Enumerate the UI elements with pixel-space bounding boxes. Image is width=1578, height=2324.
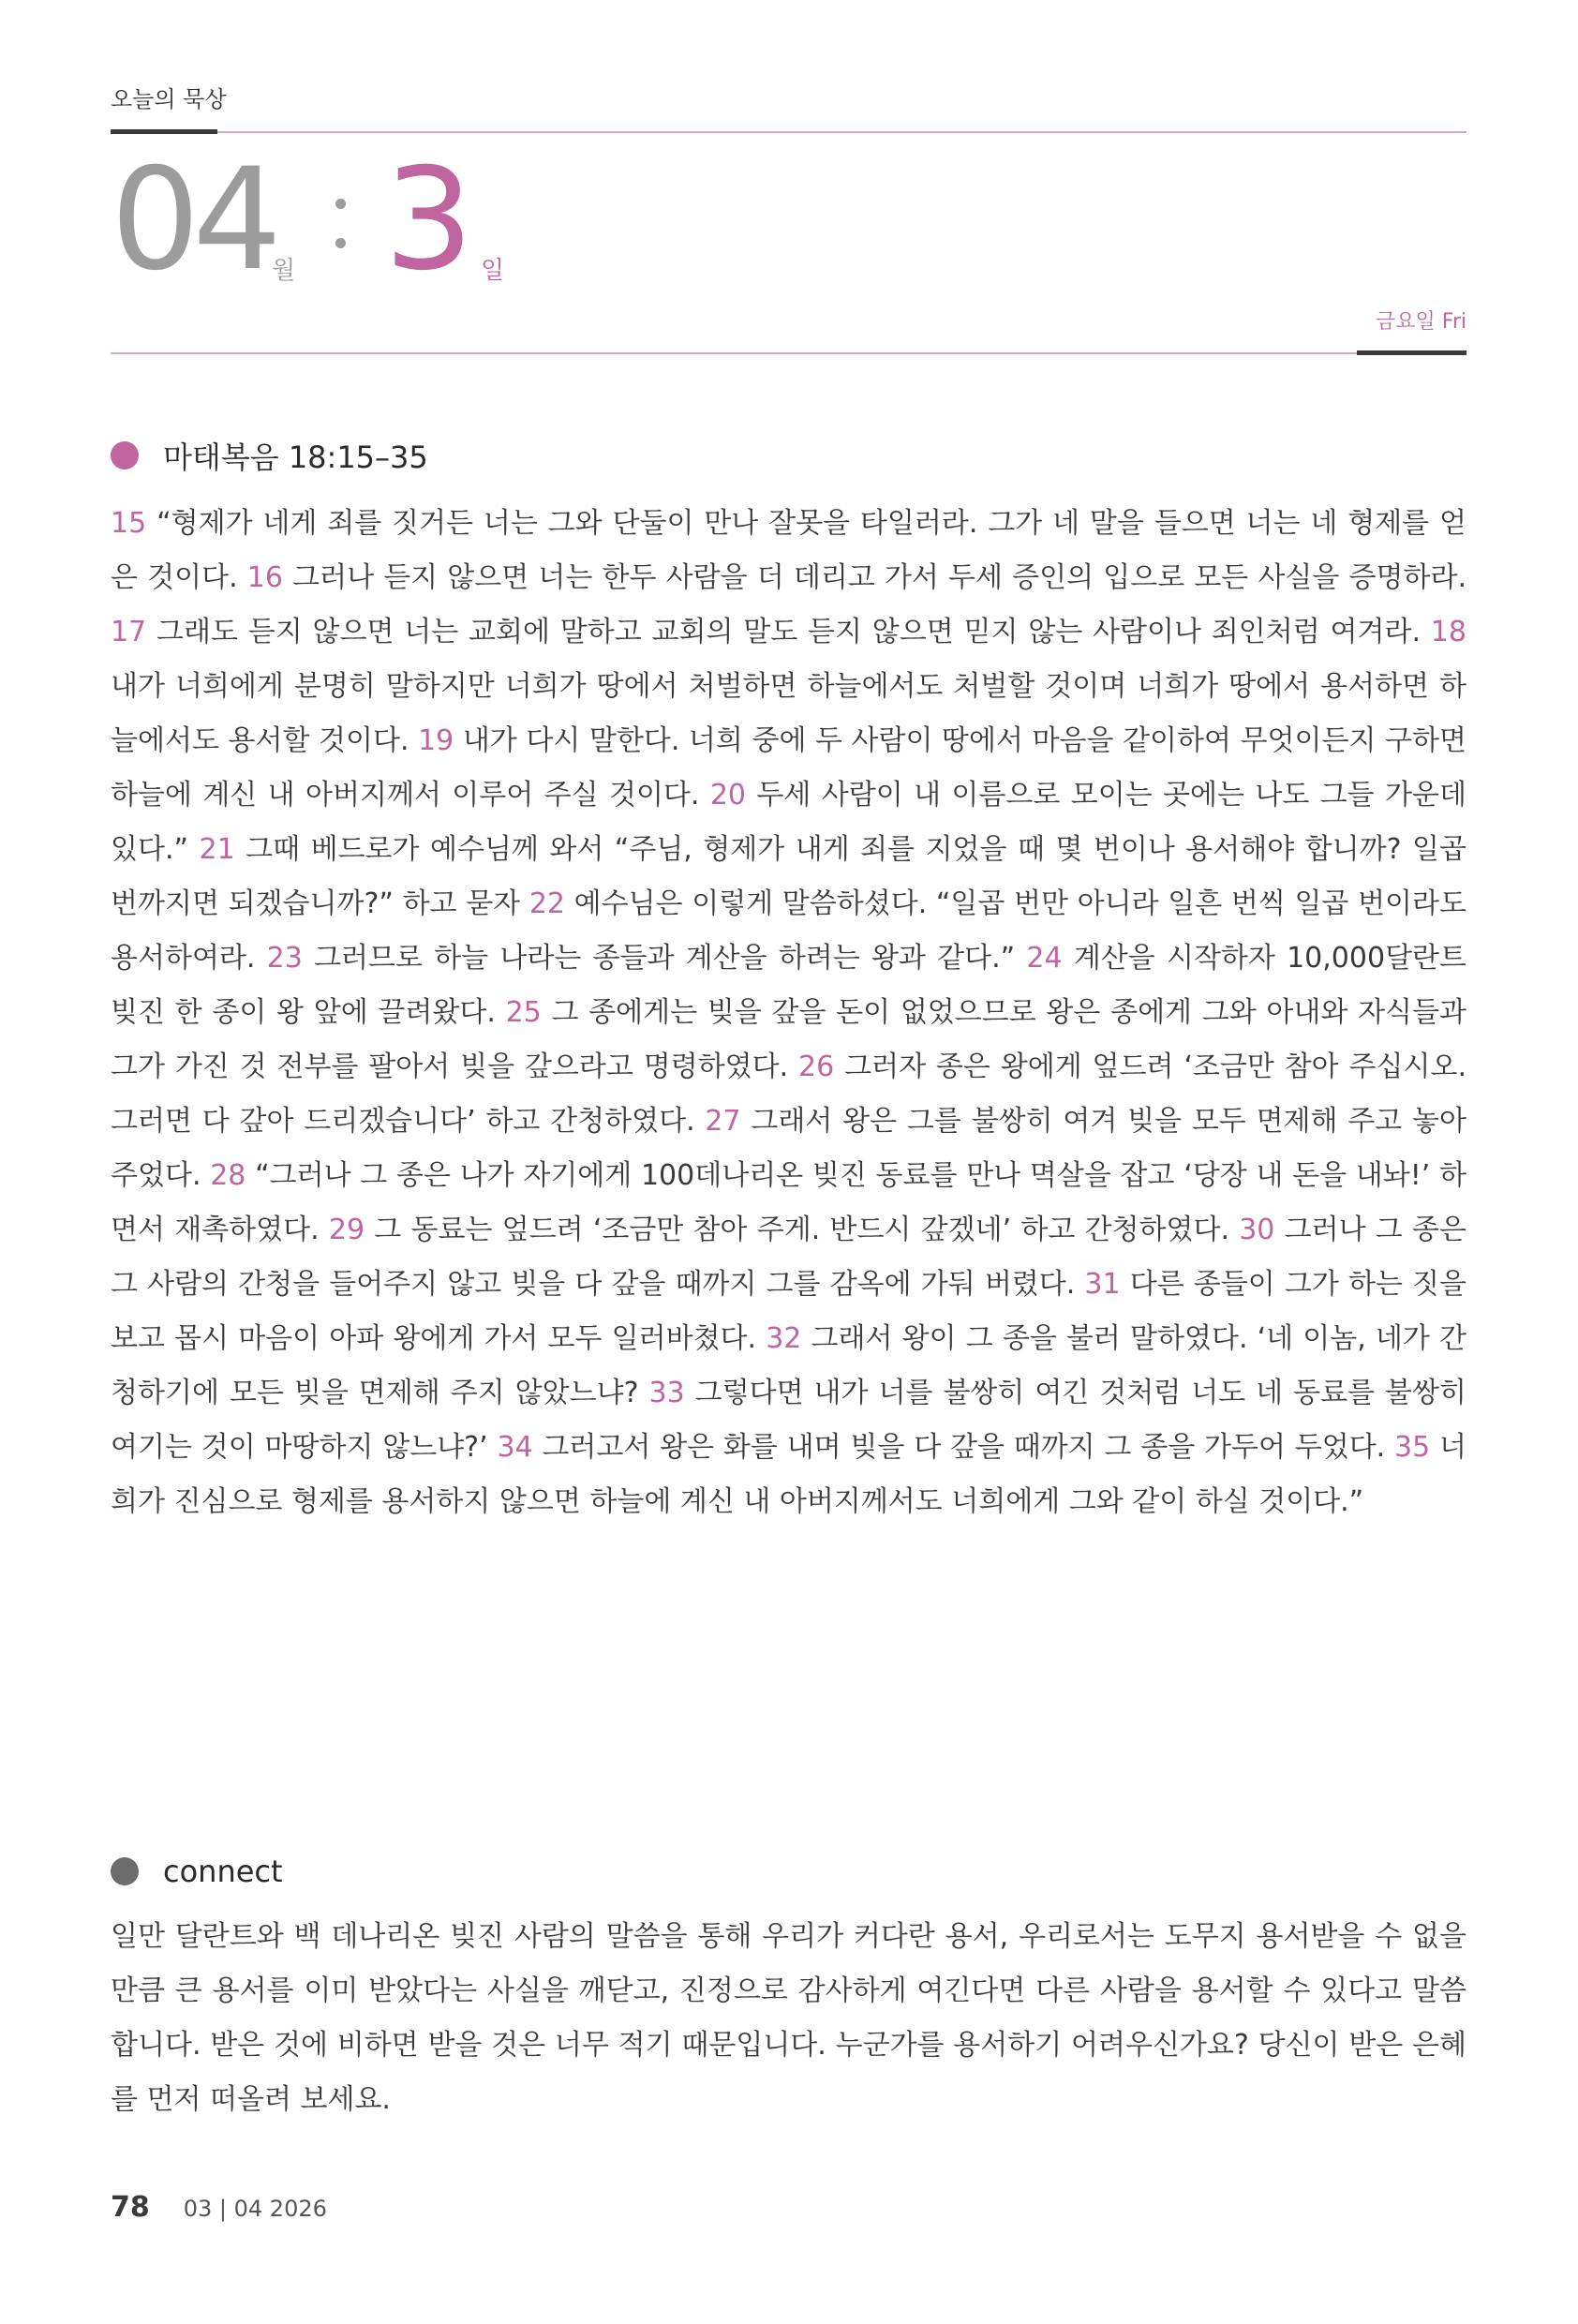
verse-number: 16 [246, 561, 283, 594]
verse-number: 33 [648, 1377, 685, 1409]
connect-title: connect [163, 1854, 283, 1889]
header-divider-accent [1357, 350, 1466, 355]
verse-text: 그러나 그 종은 그 사람의 간청을 들어주지 않고 빚을 다 갚을 때까지 그를 감옥에 가둬 버렸다. [111, 1214, 1466, 1301]
verse-number: 20 [709, 779, 747, 812]
verse-number: 23 [266, 942, 303, 975]
verse-text: 그러고서 왕은 화를 내며 빚을 다 갚을 때까지 그 종을 가두어 두었다. [542, 1431, 1386, 1464]
verse-text: 내가 다시 말한다. 너희 중에 두 사람이 땅에서 마음을 같이하여 무엇이든지 구하면 하늘에 계신 내 아버지께서 이루어 주실 것이다. [111, 724, 1466, 812]
bullet-dot-icon [111, 441, 139, 469]
page-footer [111, 2191, 327, 2224]
verse-text: 그러자 종은 왕에게 엎드려 ‘조금만 참아 주십시오. 그러면 다 갚아 드리겠습니다’ 하고 간청하였다. [111, 1050, 1466, 1138]
scripture-heading [111, 437, 428, 474]
verse-number: 24 [1026, 942, 1063, 975]
verse-number: 30 [1239, 1214, 1275, 1246]
connect-heading [111, 1853, 283, 1890]
verse-text: 그래서 왕이 그 종을 불러 말하였다. ‘네 이놈, 네가 간청하기에 모든 빚을 면제해 주지 않았느냐? [111, 1322, 1466, 1409]
verse-number: 31 [1084, 1268, 1121, 1301]
verse-text: 그렇다면 내가 너를 불쌍히 여긴 것처럼 너도 네 동료를 불쌍히 여기는 것이 마땅하지 않느냐?’ [111, 1377, 1466, 1464]
verse-text: 그 종에게는 빚을 갚을 돈이 없었으므로 왕은 종에게 그와 아내와 자식들과 그가 가진 것 전부를 팔아서 빚을 갚으라고 명령하였다. [111, 996, 1466, 1083]
day-number: 3 [384, 139, 474, 302]
verse-number: 34 [497, 1431, 533, 1464]
verse-text: 계산을 시작하자 10,000달란트 빚진 한 종이 왕 앞에 끌려왔다. [111, 942, 1467, 1029]
date-display [111, 139, 860, 302]
verse-number: 18 [1430, 616, 1466, 648]
verse-number: 35 [1394, 1431, 1431, 1464]
verse-text: “그러나 그 종은 나가 자기에게 100데나리온 빚진 동료를 만나 멱살을 잡고 ‘당장 내 돈을 내놔!’ 하면서 재촉하였다. [111, 1159, 1466, 1246]
bullet-dot-icon [111, 1857, 139, 1885]
verse-number: 19 [418, 724, 454, 757]
month-unit: 월 [272, 257, 296, 285]
verse-text: 그래서 왕은 그를 불쌍히 여겨 빚을 모두 면제해 주고 놓아 주었다. [111, 1105, 1467, 1192]
issue-date: 03 | 04 2026 [183, 2196, 327, 2222]
verse-text: 다른 종들이 그가 하는 짓을 보고 몹시 마음이 아파 왕에게 가서 모두 일러바쳤다. [111, 1268, 1466, 1355]
verse-number: 15 [111, 507, 147, 540]
verse-text: 그 동료는 엎드려 ‘조금만 참아 주게. 반드시 갚겠네’ 하고 간청하였다. [374, 1214, 1229, 1246]
colon-separator [335, 191, 347, 253]
verse-text: 그러나 듣지 않으면 너는 한두 사람을 더 데리고 가서 두세 증인의 입으로 모든 사실을 증명하라. [292, 561, 1466, 594]
verse-number: 32 [766, 1322, 802, 1355]
verse-text: 내가 너희에게 분명히 말하지만 너희가 땅에서 처벌하면 하늘에서도 처벌할 것이며 너희가 땅에서 용서하면 하늘에서도 용서할 것이다. [111, 670, 1466, 757]
verse-text: 예수님은 이렇게 말씀하셨다. “일곱 번만 아니라 일흔 번씩 일곱 번이라도 용서하여라. [111, 887, 1466, 975]
verse-number: 22 [528, 887, 565, 920]
day-unit: 일 [481, 257, 505, 285]
top-divider [111, 131, 1466, 133]
verse-text: 두세 사람이 내 이름으로 모이는 곳에는 나도 그들 가운데 있다.” [111, 779, 1466, 866]
weekday-label: 금요일 Fri [1376, 310, 1466, 334]
verse-number: 27 [705, 1105, 741, 1138]
verse-number: 26 [798, 1050, 835, 1083]
verse-number: 25 [505, 996, 542, 1029]
verse-number: 21 [199, 833, 235, 866]
scripture-reference: 마태복음 18:15–35 [163, 439, 428, 475]
verse-text: 너희가 진심으로 형제를 용서하지 않으면 하늘에 계신 내 아버지께서도 너희에게 그와 같이 하실 것이다.” [111, 1431, 1467, 1518]
section-label: 오늘의 묵상 [111, 86, 227, 112]
verse-text: 그러므로 하늘 나라는 종들과 계산을 하려는 왕과 같다.” [314, 942, 1016, 975]
connect-body: 일만 달란트와 백 데나리온 빚진 사람의 말씀을 통해 우리가 커다란 용서, 우리로서는 도무지 용서받을 수 없을 만큼 큰 용서를 이미 받았다는 사실을 깨닫고, 진정으로 감사하게 여긴다면 다른 사람을 용서할 수 있다고 말씀합니다. 받은 것에 비하면 받을 것은 너무 적기 때문입니다. 누군가를 용서하기 어려우신가요? 당신이 받은 은혜를 먼저 떠올려 보세요. [111, 1920, 1466, 2116]
header-divider [111, 352, 1466, 354]
verse-text: 그때 베드로가 예수님께 와서 “주님, 형제가 내게 죄를 지었을 때 몇 번이나 용서해야 합니까? 일곱 번까지면 되겠습니까?” 하고 묻자 [111, 833, 1466, 920]
verse-number: 28 [210, 1159, 246, 1192]
scripture-passage [111, 497, 1466, 1529]
verse-text: 그래도 듣지 않으면 너는 교회에 말하고 교회의 말도 듣지 않으면 믿지 않는 사람이나 죄인처럼 여겨라. [156, 616, 1421, 648]
verse-number: 29 [328, 1214, 365, 1246]
month-number: 04 [111, 139, 275, 302]
top-divider-accent [111, 129, 217, 134]
page-number: 78 [111, 2191, 150, 2224]
verse-number: 17 [111, 616, 147, 648]
verse-text: “형제가 네게 죄를 짓거든 너는 그와 단둘이 만나 잘못을 타일러라. 그가 네 말을 들으면 너는 네 형제를 얻은 것이다. [111, 507, 1466, 594]
